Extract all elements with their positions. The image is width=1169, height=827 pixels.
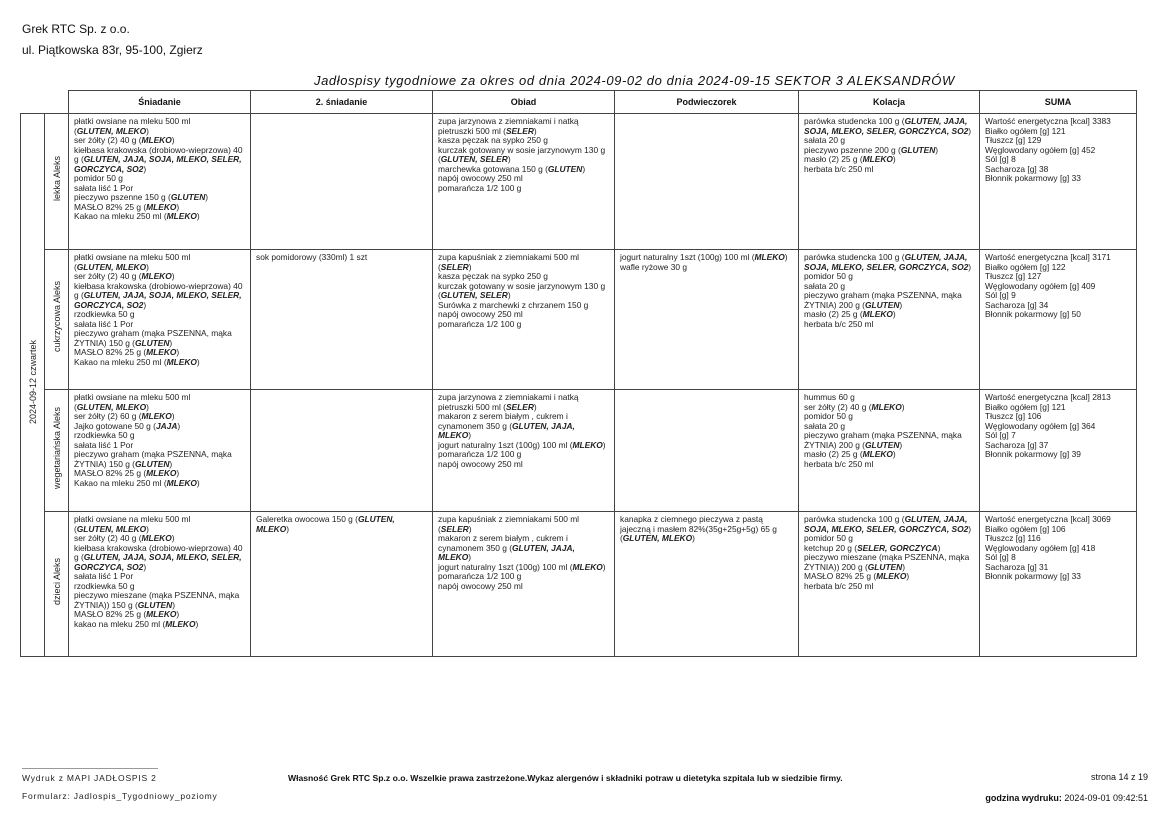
date-label: 2024-09-12 czwartek xyxy=(27,340,38,425)
cell-drugie-sniadanie: sok pomidorowy (330ml) 1 szt xyxy=(251,250,433,390)
cell-obiad: zupa jarzynowa z ziemniakami i natką pietruszki 500 ml (SELER) makaron z serem białym , cukrem i cynamonem 350 g (GLUTEN, JAJA, MLEKO) jogurt naturalny 1szt (100g) 100 ml (MLEKO) pomarańcza 1/2 100 g napój owocowy 250 ml xyxy=(433,390,615,512)
diet-label: dzieci Aleks xyxy=(51,557,62,606)
cell-obiad: zupa jarzynowa z ziemniakami i natką pietruszki 500 ml (SELER) kasza pęczak na sypko 250 g kurczak gotowany w sosie jarzynowym 130 g (GLUTEN, SELER) marchewka gotowana 150 g (GLUTEN) napój owocowy 250 ml pomarańcza 1/2 100 g xyxy=(433,114,615,250)
diet-cell xyxy=(45,114,69,250)
header-blank-diet xyxy=(45,91,69,114)
cell-kolacja: parówka studencka 100 g (GLUTEN, JAJA, SOJA, MLEKO, SELER, GORCZYCA, SO2) pomidor 50 g sałata 20 g pieczywo graham (mąka PSZENNA, mąka ŻYTNIA) 200 g (GLUTEN) masło (2) 25 g (MLEKO) herbata b/c 250 ml xyxy=(799,250,980,390)
diet-cell xyxy=(45,250,69,390)
footer-form: Formularz: Jadlospis_Tygodniowy_poziomy xyxy=(22,791,218,801)
footer-print-time xyxy=(985,793,1148,803)
col-drugie-sniadanie: 2. śniadanie xyxy=(251,91,433,114)
cell-sniadanie: płatki owsiane na mleku 500 ml (GLUTEN, MLEKO) ser żółty (2) 40 g (MLEKO) kiełbasa krakowska (drobiowo-wieprzowa) 40 g (GLUTEN, JAJA, SOJA, MLEKO, SELER, GORCZYCA, SO2) rzodkiewka 50 g sałata liść 1 Por pieczywo graham (mąka PSZENNA, mąka ŻYTNIA) 150 g (GLUTEN) MASŁO 82% 25 g (MLEKO) Kakao na mleku 250 ml (MLEKO) xyxy=(69,250,251,390)
cell-sniadanie: płatki owsiane na mleku 500 ml (GLUTEN, MLEKO) ser żółty (2) 40 g (MLEKO) kiełbasa krakowska (drobiowo-wieprzowa) 40 g (GLUTEN, JAJA, SOJA, MLEKO, SELER, GORCZYCA, SO2) sałata liść 1 Por rzodkiewka 50 g pieczywo mieszane (mąka PSZENNA, mąka ŻYTNIA)) 150 g (GLUTEN) MASŁO 82% 25 g (MLEKO) kakao na mleku 250 ml (MLEKO) xyxy=(69,512,251,657)
col-podwieczorek: Podwieczorek xyxy=(615,91,799,114)
print-time-label: godzina wydruku: xyxy=(985,793,1062,803)
cell-kolacja: hummus 60 g ser żółty (2) 40 g (MLEKO) pomidor 50 g sałata 20 g pieczywo graham (mąka PSZENNA, mąka ŻYTNIA) 200 g (GLUTEN) masło (2) 25 g (MLEKO) herbata b/c 250 ml xyxy=(799,390,980,512)
diet-label: lekka Aleks xyxy=(51,156,62,202)
cell-podwieczorek: kanapka z ciemnego pieczywa z pastą jajeczną i masłem 82%(35g+25g+5g) 65 g (GLUTEN, MLEKO) xyxy=(615,512,799,657)
col-suma: SUMA xyxy=(980,91,1137,114)
cell-obiad: zupa kapuśniak z ziemniakami 500 ml (SELER) makaron z serem białym , cukrem i cynamonem 350 g (GLUTEN, JAJA, MLEKO) jogurt naturalny 1szt (100g) 100 ml (MLEKO) pomarańcza 1/2 100 g napój owocowy 250 ml xyxy=(433,512,615,657)
cell-drugie-sniadanie: Galeretka owocowa 150 g (GLUTEN, MLEKO) xyxy=(251,512,433,657)
cell-sniadanie: płatki owsiane na mleku 500 ml (GLUTEN, MLEKO) ser żółty (2) 60 g (MLEKO) Jajko gotowane 50 g (JAJA) rzodkiewka 50 g sałata liść 1 Por pieczywo graham (mąka PSZENNA, mąka ŻYTNIA) 150 g (GLUTEN) MASŁO 82% 25 g (MLEKO) Kakao na mleku 250 ml (MLEKO) xyxy=(69,390,251,512)
footer-ownership: Własność Grek RTC Sp.z o.o. Wszelkie prawa zastrzeżone.Wykaz alergenów i składniki potraw u dietetyka szpitala lub w siedzibie firmy. xyxy=(288,773,843,783)
company-address: ul. Piątkowska 83r, 95-100, Zgierz xyxy=(22,43,203,57)
header-row xyxy=(21,91,1137,114)
diet-label: cukrzycowa Aleks xyxy=(51,281,62,353)
cell-podwieczorek xyxy=(615,390,799,512)
footer-divider xyxy=(22,768,158,769)
footer-page-number: strona 14 z 19 xyxy=(1090,772,1148,782)
cell-sniadanie: płatki owsiane na mleku 500 ml (GLUTEN, MLEKO) ser żółty (2) 40 g (MLEKO) kiełbasa krakowska (drobiowo-wieprzowa) 40 g (GLUTEN, JAJA, SOJA, MLEKO, SELER, GORCZYCA, SO2) pomidor 50 g sałata liść 1 Por pieczywo pszenne 150 g (GLUTEN) MASŁO 82% 25 g (MLEKO) Kakao na mleku 250 ml (MLEKO) xyxy=(69,114,251,250)
col-sniadanie: Śniadanie xyxy=(69,91,251,114)
table-row xyxy=(21,512,1137,657)
footer-printout: Wydruk z MAPI JADŁOSPIS 2 xyxy=(22,773,157,783)
cell-suma: Wartość energetyczna [kcal] 3383 Białko ogółem [g] 121 Tłuszcz [g] 129 Węglowodany ogółem [g] 452 Sól [g] 8 Sacharoza [g] 38 Błonnik pokarmowy [g] 33 xyxy=(980,114,1137,250)
menu-body xyxy=(21,114,1137,657)
cell-suma: Wartość energetyczna [kcal] 3069 Białko ogółem [g] 106 Tłuszcz [g] 116 Węglowodany ogółem [g] 418 Sól [g] 8 Sacharoza [g] 31 Błonnik pokarmowy [g] 33 xyxy=(980,512,1137,657)
cell-kolacja: parówka studencka 100 g (GLUTEN, JAJA, SOJA, MLEKO, SELER, GORCZYCA, SO2) sałata 20 g pieczywo pszenne 200 g (GLUTEN) masło (2) 25 g (MLEKO) herbata b/c 250 ml xyxy=(799,114,980,250)
cell-drugie-sniadanie xyxy=(251,114,433,250)
cell-kolacja: parówka studencka 100 g (GLUTEN, JAJA, SOJA, MLEKO, SELER, GORCZYCA, SO2) pomidor 50 g ketchup 20 g (SELER, GORCZYCA) pieczywo mieszane (mąka PSZENNA, mąka ŻYTNIA)) 200 g (GLUTEN) MASŁO 82% 25 g (MLEKO) herbata b/c 250 ml xyxy=(799,512,980,657)
diet-cell xyxy=(45,512,69,657)
table-row xyxy=(21,114,1137,250)
cell-podwieczorek xyxy=(615,114,799,250)
header-blank-date xyxy=(21,91,45,114)
cell-drugie-sniadanie xyxy=(251,390,433,512)
document-title: Jadłospisy tygodniowe za okres od dnia 2024-09-02 do dnia 2024-09-15 SEKTOR 3 ALEKSANDRÓW xyxy=(314,73,955,88)
diet-label: wegetariańska Aleks xyxy=(51,406,62,490)
table-row xyxy=(21,390,1137,512)
cell-obiad: zupa kapuśniak z ziemniakami 500 ml (SELER) kasza pęczak na sypko 250 g kurczak gotowany w sosie jarzynowym 130 g (GLUTEN, SELER) Surówka z marchewki z chrzanem 150 g napój owocowy 250 ml pomarańcza 1/2 100 g xyxy=(433,250,615,390)
company-name: Grek RTC Sp. z o.o. xyxy=(22,22,130,36)
date-cell xyxy=(21,114,45,657)
cell-suma: Wartość energetyczna [kcal] 3171 Białko ogółem [g] 122 Tłuszcz [g] 127 Węglowodany ogółem [g] 409 Sól [g] 9 Sacharoza [g] 34 Błonnik pokarmowy [g] 50 xyxy=(980,250,1137,390)
col-kolacja: Kolacja xyxy=(799,91,980,114)
print-time-value: 2024-09-01 09:42:51 xyxy=(1064,793,1148,803)
cell-suma: Wartość energetyczna [kcal] 2813 Białko ogółem [g] 121 Tłuszcz [g] 106 Węglowodany ogółem [g] 364 Sól [g] 7 Sacharoza [g] 37 Błonnik pokarmowy [g] 39 xyxy=(980,390,1137,512)
table-row xyxy=(21,250,1137,390)
diet-cell xyxy=(45,390,69,512)
menu-table xyxy=(20,90,1137,657)
cell-podwieczorek: jogurt naturalny 1szt (100g) 100 ml (MLEKO) wafle ryżowe 30 g xyxy=(615,250,799,390)
col-obiad: Obiad xyxy=(433,91,615,114)
